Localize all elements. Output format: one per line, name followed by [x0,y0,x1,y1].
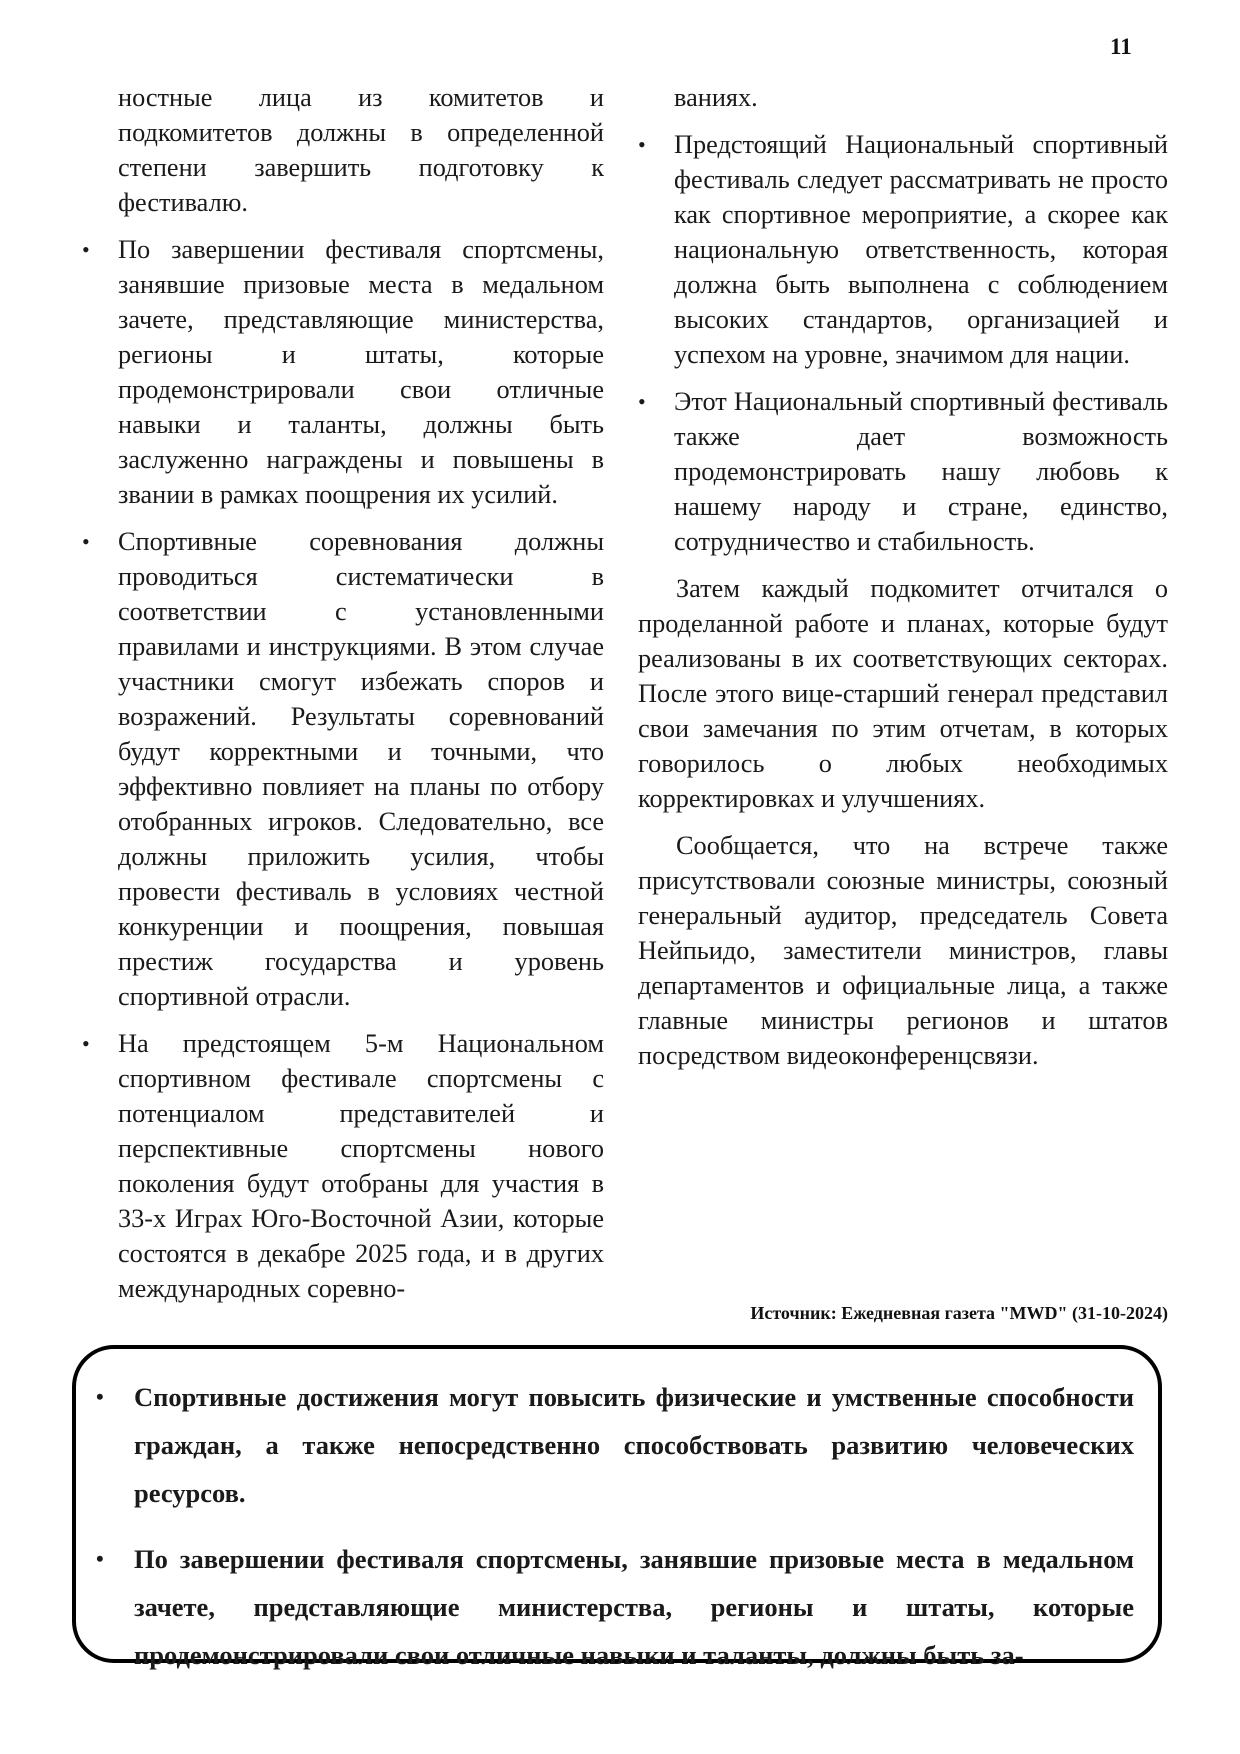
body-paragraph: Затем каждый подкомитет отчитался о проделанной работе и планах, которые будут реализованы в их соответствующих секторах. После этого вице-старший генерал представил свои замечания по этим отчетам, в которых говорилось о любых необходимых корректировках и улучшениях. [638,574,1168,813]
source-citation: Источник: Ежедневная газета "MWD" (31-10-2024) [750,1303,1168,1323]
page-number: 11 [1110,34,1132,59]
summary-item: • По завершении фестиваля спортсмены, занявшие призовые места в медальном зачете, представляющие министерства, регионы и штаты, которые продемонстрировали свои отличные навыки и таланты, должны быть за- [94,1535,1134,1679]
right-column [638,80,1168,1085]
continuation-text: ностные лица из комитетов и подкомитетов должны в определенной степени завершить подготовку к фестивалю. [118,83,604,217]
summary-item: • Спортивные достижения могут повысить физические и умственные способности граждан, а также непосредственно способствовать развитию человеческих ресурсов. [94,1373,1134,1517]
summary-content [94,1373,1134,1697]
list-item: • Этот Национальный спортивный фестиваль также дает возможность продемонстрировать нашу любовь к нашему народу и стране, единство, сотрудничество и стабильность. [638,384,1168,559]
list-item: • На предстоящем 5-м Национальном спортивном фестивале спортсмены с потенциалом представителей и перспективные спортсмены нового поколения будут отобраны для участия в 33-х Играх Юго-Восточной Азии, которые состоятся в декабре 2025 года, и в других международных соревно- [82,1026,604,1306]
body-paragraph: Сообщается, что на встрече также присутствовали союзные министры, союзный генеральный аудитор, председатель Совета Нейпьидо, заместители министров, главы департаментов и официальные лица, а также главные министры регионов и штатов посредством видеоконференцсвязи. [638,831,1168,1070]
summary-box [72,1345,1162,1670]
list-item: • Спортивные соревнования должны проводиться систематически в соответствии с установленными правилами и инструкциями. В этом случае участники смогут избежать споров и возражений. Результаты соревнований будут корректными и точными, что эффективно повлияет на планы по отбору отобранных игроков. Следовательно, все должны приложить усилия, чтобы провести фестиваль в условиях честной конкуренции и поощрения, повышая престиж государства и уровень спортивной отрасли. [82,524,604,1014]
left-column [82,80,604,1318]
list-item: • Предстоящий Национальный спортивный фестиваль следует рассматривать не просто как спортивное мероприятие, а скорее как национальную ответственность, которая должна быть выполнена с соблюдением высоких стандартов, организацией и успехом на уровне, значимом для нации. [638,127,1168,372]
list-item: • По завершении фестиваля спортсмены, занявшие призовые места в медальном зачете, представляющие министерства, регионы и штаты, которые продемонстрировали свои отличные навыки и таланты, должны быть заслуженно награждены и повышены в звании в рамках поощрения их усилий. [82,232,604,512]
continuation-text: ваниях. [674,83,758,112]
